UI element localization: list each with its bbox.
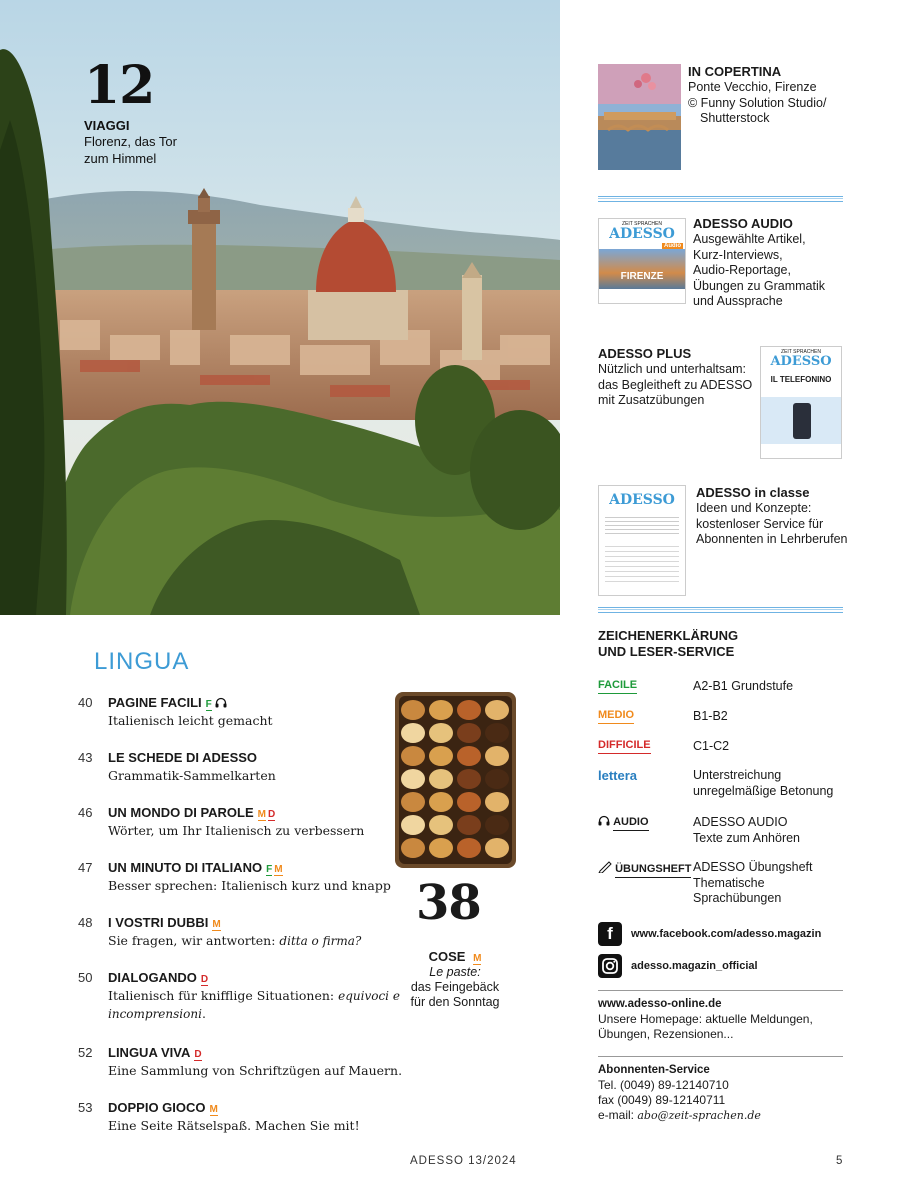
subscriber-service (598, 1056, 848, 1123)
toc-subtitle: Wörter, um Ihr Italienisch zu verbessern (108, 823, 365, 838)
toc-page-number: 43 (78, 750, 93, 765)
level-badge: M (212, 919, 221, 930)
toc-subtitle: Grammatik-Sammelkarten (108, 768, 276, 783)
toc-page-number: 52 (78, 1045, 93, 1060)
legend-tag: DIFFICILE (598, 739, 651, 754)
headphones-icon (215, 696, 227, 711)
issue-label: ADESSO 13/2024 (410, 1155, 517, 1167)
audio-cover-image (599, 249, 685, 289)
classe-cover-logo: ADESSO (609, 492, 675, 508)
legend-tag: lettera (598, 768, 638, 783)
toc-title: I VOSTRI DUBBI M (108, 915, 221, 930)
audio-line: Kurz-Interviews, (693, 247, 783, 262)
plus-cover-headline: IL TELEFONINO (770, 375, 832, 384)
audio-line: Audio-Reportage, (693, 263, 791, 277)
level-badge: M (473, 953, 482, 964)
toc-page-number: 53 (78, 1100, 93, 1115)
feature-page-number: 12 (84, 55, 155, 116)
facebook-url: www.facebook.com/adesso.magazin (631, 928, 822, 940)
legend-text: C1-C2 (693, 739, 730, 753)
cover-line-1: Ponte Vecchio, Firenze (688, 80, 817, 94)
legend-tag: MEDIO (598, 709, 634, 724)
website-line: Unsere Homepage: aktuelle Meldungen, (598, 1012, 813, 1026)
plus-cover[interactable] (760, 346, 842, 459)
level-badge: D (200, 974, 209, 985)
cose-line: für den Sonntag (410, 995, 500, 1009)
toc-subtitle: Sie fragen, wir antworten: ditta o firma? (108, 933, 362, 948)
page-number: 5 (836, 1155, 844, 1167)
audio-title: ADESSO AUDIO (693, 216, 793, 231)
feature-section: VIAGGI (84, 118, 130, 133)
service-email[interactable]: e-mail: abo@zeit-sprachen.de (598, 1108, 761, 1122)
audio-description (693, 216, 853, 310)
feature-line-1: Florenz, das Tor (84, 134, 177, 149)
audio-cover-title: FIRENZE (620, 271, 664, 282)
pencil-icon (598, 860, 612, 873)
cover-line-2: © Funny Solution Studio/ (688, 95, 827, 110)
plus-description (598, 346, 756, 409)
audio-cover[interactable] (598, 218, 686, 304)
classe-description (696, 485, 856, 548)
audio-cover-brand: ZEIT SPRACHEN (599, 219, 685, 241)
classe-line: Abonnenten in Lehrberufen (696, 532, 848, 546)
cover-thumbnail (598, 64, 681, 170)
legend-tag: AUDIO (598, 815, 649, 831)
toc-title: DIALOGANDO D (108, 970, 209, 985)
toc-subtitle: Italienisch für knifflige Situationen: equivoci e incomprensioni. (108, 988, 400, 1021)
plus-line: Nützlich und unterhaltsam: (598, 362, 746, 376)
service-phone: Tel. (0049) 89-12140710 (598, 1078, 729, 1092)
toc-title: UN MONDO DI PAROLE M D (108, 805, 276, 820)
audio-line: Übungen zu Grammatik (693, 278, 826, 293)
legend-title-line: ZEICHENERKLÄRUNG (598, 628, 739, 643)
plus-cover-brand: ZEIT SPRACHEN (781, 349, 821, 355)
toc-page-number: 46 (78, 805, 93, 820)
legend-text: ADESSO Übungsheft Thematische Sprachübungen (693, 860, 813, 905)
facebook-icon: f (598, 922, 622, 946)
florence-photo (0, 0, 560, 615)
cover-line-3: Shutterstock (700, 111, 770, 125)
cose-page-number: 38 (416, 875, 481, 931)
toc-subtitle: Besser sprechen: Italienisch kurz und knapp (108, 878, 391, 893)
toc-title: DOPPIO GIOCO M (108, 1100, 218, 1115)
toc-title: LINGUA VIVA D (108, 1045, 202, 1060)
cover-credit (688, 64, 868, 127)
website-info (598, 990, 848, 1042)
audio-line: und Aussprache (693, 294, 783, 308)
level-badge: M (209, 1104, 218, 1115)
legend-tag: FACILE (598, 679, 637, 694)
pastry-tray-photo (393, 690, 518, 870)
divider-wave (598, 196, 843, 202)
phone-illustration (793, 403, 811, 439)
section-heading-lingua: LINGUA (94, 648, 190, 675)
legend-text: ADESSO AUDIO Texte zum Anhören (693, 815, 801, 845)
feature-line-2: zum Himmel (84, 151, 157, 166)
feature-teaser[interactable] (84, 55, 177, 167)
toc-title: UN MINUTO DI ITALIANO F M (108, 860, 283, 875)
legend-title (598, 628, 738, 660)
plus-line: das Begleitheft zu ADESSO (598, 377, 753, 392)
instagram-icon (598, 954, 622, 978)
legend-tag: ÜBUNGSHEFT (598, 860, 691, 878)
cose-italic: Le paste: (429, 965, 481, 979)
legend-text: A2-B1 Grundstufe (693, 679, 794, 693)
website-url[interactable]: www.adesso-online.de (598, 998, 722, 1010)
divider-wave (598, 607, 843, 613)
toc-subtitle: Eine Seite Rätselspaß. Machen Sie mit! (108, 1118, 360, 1133)
classe-title: ADESSO in classe (696, 485, 810, 500)
toc-subtitle: Eine Sammlung von Schriftzügen auf Mauern. (108, 1063, 403, 1078)
toc-title: PAGINE FACILI F (108, 695, 227, 711)
toc-page-number: 40 (78, 695, 93, 710)
legend-title-line: UND LESER-SERVICE (598, 644, 735, 659)
level-badge: D (194, 1049, 202, 1060)
classe-line: kostenloser Service für (696, 516, 824, 531)
toc-title: LE SCHEDE DI ADESSO (108, 750, 258, 765)
classe-cover[interactable] (598, 485, 686, 596)
audio-line: Ausgewählte Artikel, (693, 232, 806, 246)
toc-page-number: 50 (78, 970, 93, 985)
service-title: Abonnenten-Service (598, 1064, 710, 1076)
toc-page-number: 47 (78, 860, 93, 875)
cose-teaser[interactable] (388, 949, 522, 1010)
service-fax: fax (0049) 89-12140711 (598, 1093, 726, 1107)
legend-text: Unterstreichung unregelmäßige Betonung (693, 768, 834, 798)
website-line: Übungen, Rezensionen... (598, 1027, 734, 1041)
plus-title: ADESSO PLUS (598, 346, 692, 361)
toc-subtitle: Italienisch leicht gemacht (108, 713, 273, 728)
level-badge: D (268, 809, 276, 820)
headphones-icon (598, 815, 610, 826)
legend-text: B1-B2 (693, 709, 728, 723)
toc-page-number: 48 (78, 915, 93, 930)
cose-title: COSE M (428, 949, 482, 964)
cose-line: das Feingebäck (410, 980, 500, 994)
instagram-handle: adesso.magazin_official (631, 960, 758, 972)
level-badge: M (274, 864, 283, 875)
cover-title: IN COPERTINA (688, 64, 782, 79)
level-badge: F (205, 699, 212, 710)
level-badge: F (266, 864, 273, 875)
audio-cover-tag: Audio (664, 243, 681, 249)
classe-line: Ideen und Konzepte: (696, 501, 812, 515)
level-badge: M (257, 809, 266, 820)
plus-cover-logo: ADESSO (770, 354, 832, 369)
plus-line: mit Zusatzübungen (598, 393, 705, 407)
audio-cover-logo: ADESSO (609, 226, 675, 242)
